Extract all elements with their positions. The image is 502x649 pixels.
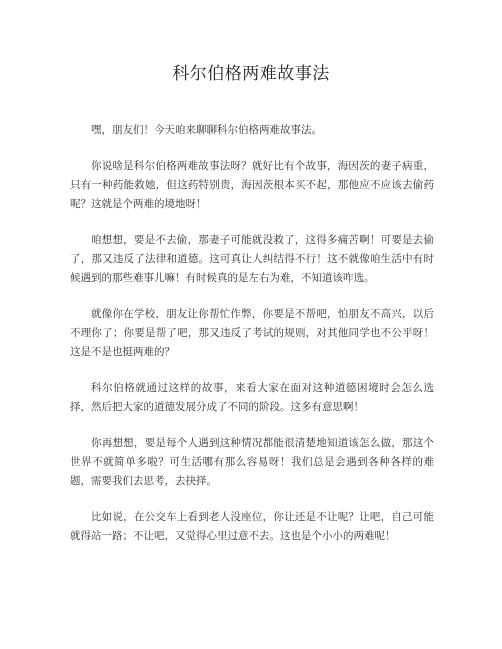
paragraph: 你说啥是科尔伯格两难故事法呀？就好比有个故事，海因茨的妻子病重，只有一种药能救她，但这药特别贵，海因茨根本买不起，那他应不应该去偷药呢？这就是个两难的境地呀！ [70,160,434,210]
paragraph: 科尔伯格就通过这样的故事，来看大家在面对这种道德困境时会怎么选择，然后把大家的道德发展分成了不同的阶段。这多有意思啊！ [70,382,434,413]
paragraph: 嘿，朋友们！今天咱来聊聊科尔伯格两难故事法。 [91,124,322,136]
paragraph: 咱想想，要是不去偷，那妻子可能就没救了，这得多痛苦啊！可要是去偷了，那又违反了法律和道德。这可真让人纠结得不行！这不就像咱生活中有时候遇到的那些难事儿嘛！有时候真的是左右为难，不知道该咋选。 [70,234,434,284]
document-body [70,121,434,563]
paragraph: 比如说，在公交车上看到老人没座位，你让还是不让呢？让吧，自己可能就得站一路；不让吧，又觉得心里过意不去。这也是个小小的两难呢！ [70,511,434,542]
document-title: 科尔伯格两难故事法 [172,64,330,84]
paragraph: 就像你在学校，朋友让你帮忙作弊，你要是不帮吧，怕朋友不高兴，以后不理你了；你要是帮了吧，那又违反了考试的规则，对其他同学也不公平呀！这是不是也挺两难的？ [70,308,434,358]
paragraph: 你再想想，要是每个人遇到这种情况都能很清楚地知道该怎么做，那这个世界不就简单多啦？可生活哪有那么容易呀！我们总是会遇到各种各样的难题，需要我们去思考，去抉择。 [70,437,434,487]
